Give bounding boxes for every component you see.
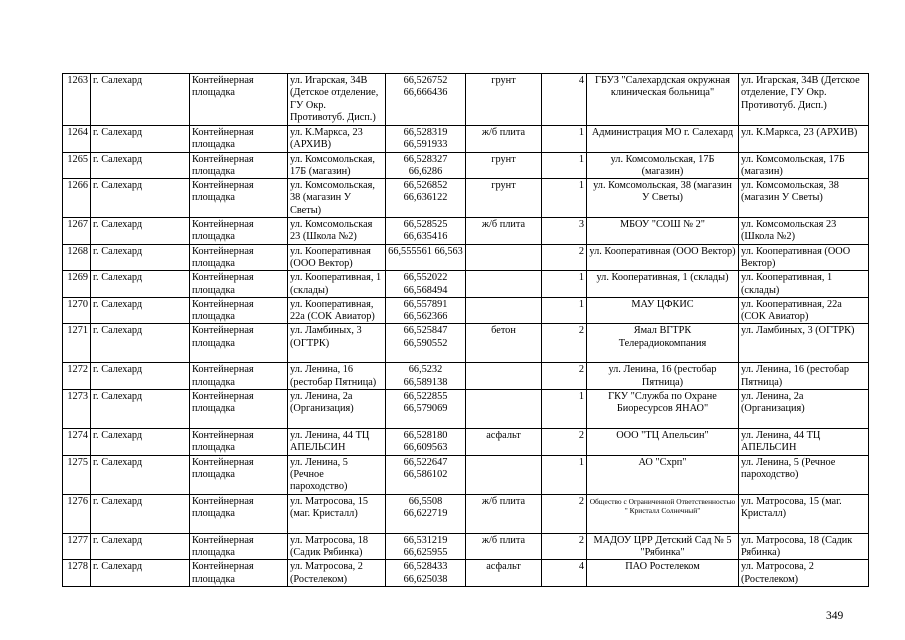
surface-cell: грунт	[466, 74, 542, 126]
city-cell: г. Салехард	[91, 533, 190, 560]
city-cell: г. Салехард	[91, 74, 190, 126]
longitude: 66,636122	[403, 192, 448, 204]
row-number-cell: 1268	[63, 244, 91, 271]
latitude: 66,528433	[403, 561, 448, 573]
owner-cell: ул. Комсомольская, 17Б (магазин)	[587, 152, 739, 179]
surface-cell	[466, 390, 542, 429]
owner-cell: ГКУ "Служба по Охране Биоресурсов ЯНАО"	[587, 390, 739, 429]
latitude: 66,5232	[408, 364, 443, 376]
container-count-cell: 2	[542, 533, 587, 560]
owner-cell: ул. Кооперативная, 1 (склады)	[587, 271, 739, 298]
coordinates-cell	[386, 218, 466, 245]
owner-cell: Администрация МО г. Салехард	[587, 126, 739, 153]
row-number-cell: 1273	[63, 390, 91, 429]
surface-cell: грунт	[466, 152, 542, 179]
row-number-cell: 1275	[63, 455, 91, 494]
address-cell: ул. Ламбиных, 3 (ОГТРК)	[288, 324, 386, 363]
latitude: 66,555561 66,563	[388, 245, 463, 257]
waste-source-cell: ул. Кооперативная (ООО Вектор)	[739, 244, 869, 271]
site-type-cell: Контейнерная площадка	[190, 324, 288, 363]
coordinates-cell	[386, 363, 466, 390]
site-type-cell: Контейнерная площадка	[190, 126, 288, 153]
address-cell: ул. Игарская, 34В (Детское отделение, ГУ Окр. Противотуб. Дисп.)	[288, 74, 386, 126]
surface-cell: грунт	[466, 179, 542, 218]
latitude: 66,531219	[403, 534, 448, 546]
row-number-cell: 1264	[63, 126, 91, 153]
table-row	[63, 218, 869, 245]
row-number-cell: 1274	[63, 429, 91, 456]
surface-cell: бетон	[466, 324, 542, 363]
container-count-cell: 1	[542, 390, 587, 429]
row-number-cell: 1272	[63, 363, 91, 390]
waste-source-cell: ул. Матросова, 18 (Садик Рябинка)	[739, 533, 869, 560]
longitude: 66,609563	[403, 442, 448, 454]
row-number-cell: 1278	[63, 560, 91, 587]
coordinates-cell	[386, 74, 466, 126]
coordinates-cell	[386, 390, 466, 429]
latitude: 66,552022	[403, 272, 448, 284]
container-count-cell: 2	[542, 324, 587, 363]
longitude: 66,590552	[403, 337, 448, 349]
table-row	[63, 179, 869, 218]
waste-source-cell: ул. Кооперативная, 22а (СОК Авиатор)	[739, 297, 869, 324]
surface-cell: ж/б плита	[466, 494, 542, 533]
site-type-cell: Контейнерная площадка	[190, 271, 288, 298]
table-row	[63, 363, 869, 390]
latitude: 66,528525	[403, 219, 448, 231]
longitude: 66,579069	[403, 403, 448, 415]
address-cell: ул. Матросова, 15 (маг. Кристалл)	[288, 494, 386, 533]
longitude: 66,622719	[403, 507, 448, 519]
site-type-cell: Контейнерная площадка	[190, 455, 288, 494]
container-count-cell: 1	[542, 271, 587, 298]
surface-cell	[466, 455, 542, 494]
table-row	[63, 390, 869, 429]
site-type-cell: Контейнерная площадка	[190, 74, 288, 126]
latitude: 66,5508	[408, 495, 443, 507]
surface-cell	[466, 363, 542, 390]
surface-cell: асфальт	[466, 560, 542, 587]
site-type-cell: Контейнерная площадка	[190, 429, 288, 456]
address-cell: ул. Ленина, 5 (Речное пароходство)	[288, 455, 386, 494]
row-number-cell: 1263	[63, 74, 91, 126]
coordinates-cell	[386, 297, 466, 324]
container-count-cell: 4	[542, 560, 587, 587]
latitude: 66,526752	[403, 75, 448, 86]
site-type-cell: Контейнерная площадка	[190, 218, 288, 245]
table-row	[63, 244, 869, 271]
latitude: 66,525847	[403, 325, 448, 337]
longitude: 66,666436	[403, 87, 448, 99]
city-cell: г. Салехард	[91, 271, 190, 298]
city-cell: г. Салехард	[91, 126, 190, 153]
page-number: 349	[826, 610, 844, 622]
city-cell: г. Салехард	[91, 297, 190, 324]
table-row	[63, 429, 869, 456]
container-count-cell: 1	[542, 455, 587, 494]
owner-cell: ГБУЗ "Салехардская окружная клиническая больница"	[587, 74, 739, 126]
address-cell: ул. Кооперативная (ООО Вектор)	[288, 244, 386, 271]
container-count-cell: 1	[542, 297, 587, 324]
waste-source-cell: ул. К.Маркса, 23 (АРХИВ)	[739, 126, 869, 153]
longitude: 66,586102	[403, 468, 448, 480]
owner-cell: АО "Сxрп"	[587, 455, 739, 494]
table-row	[63, 324, 869, 363]
address-cell: ул. Кооперативная, 1 (склады)	[288, 271, 386, 298]
waste-source-cell: ул. Ленина, 2а (Организация)	[739, 390, 869, 429]
surface-cell	[466, 271, 542, 298]
address-cell: ул. Ленина, 44 ТЦ АПЕЛЬСИН	[288, 429, 386, 456]
coordinates-cell	[386, 560, 466, 587]
surface-cell: ж/б плита	[466, 126, 542, 153]
waste-source-cell: ул. Ленина, 5 (Речное пароходство)	[739, 455, 869, 494]
row-number-cell: 1266	[63, 179, 91, 218]
container-count-cell: 3	[542, 218, 587, 245]
address-cell: ул. Комсомольская, 38 (магазин У Светы)	[288, 179, 386, 218]
city-cell: г. Салехард	[91, 455, 190, 494]
coordinates-cell	[386, 429, 466, 456]
row-number-cell: 1270	[63, 297, 91, 324]
owner-cell: ул. Кооперативная (ООО Вектор)	[587, 244, 739, 271]
latitude: 66,528180	[403, 430, 448, 442]
owner-cell: ПАО Ростелеком	[587, 560, 739, 587]
container-count-cell: 1	[542, 179, 587, 218]
longitude: 66,562366	[403, 311, 448, 323]
surface-cell	[466, 297, 542, 324]
longitude: 66,625955	[403, 546, 448, 558]
latitude: 66,557891	[403, 298, 448, 310]
site-type-cell: Контейнерная площадка	[190, 363, 288, 390]
address-cell: ул. Комсомольская 23 (Школа №2)	[288, 218, 386, 245]
owner-cell: МАДОУ ЦРР Детский Сад № 5 "Рябинка"	[587, 533, 739, 560]
surface-cell: ж/б плита	[466, 218, 542, 245]
waste-source-cell: ул. Матросова, 15 (маг. Кристалл)	[739, 494, 869, 533]
table-row	[63, 297, 869, 324]
coordinates-cell	[386, 244, 466, 271]
longitude: 66,6286	[408, 165, 443, 177]
row-number-cell: 1277	[63, 533, 91, 560]
coordinates-cell	[386, 152, 466, 179]
waste-source-cell: ул. Комсомольская 23 (Школа №2)	[739, 218, 869, 245]
row-number-cell: 1269	[63, 271, 91, 298]
latitude: 66,526852	[403, 180, 448, 192]
waste-source-cell: ул. Игарская, 34В (Детское отделение, ГУ Окр. Противотуб. Дисп.)	[739, 74, 869, 126]
container-count-cell: 2	[542, 429, 587, 456]
city-cell: г. Салехард	[91, 494, 190, 533]
coordinates-cell	[386, 324, 466, 363]
coordinates-cell	[386, 494, 466, 533]
owner-cell: МАУ ЦФКИС	[587, 297, 739, 324]
site-type-cell: Контейнерная площадка	[190, 179, 288, 218]
row-number-cell: 1267	[63, 218, 91, 245]
table-row	[63, 74, 869, 126]
address-cell: ул. Матросова, 18 (Садик Рябинка)	[288, 533, 386, 560]
city-cell: г. Салехард	[91, 179, 190, 218]
owner-cell: Общество с Ограниченной Ответственностью " Кристалл Солнечный"	[587, 494, 739, 533]
city-cell: г. Салехард	[91, 390, 190, 429]
table-row	[63, 560, 869, 587]
latitude: 66,522855	[403, 391, 448, 403]
coordinates-cell	[386, 455, 466, 494]
table-row	[63, 271, 869, 298]
container-count-cell: 1	[542, 126, 587, 153]
waste-source-cell: ул. Матросова, 2 (Ростелеком)	[739, 560, 869, 587]
latitude: 66,528327	[403, 153, 448, 165]
address-cell: ул. Комсомольская, 17Б (магазин)	[288, 152, 386, 179]
table-body	[63, 74, 869, 587]
table-row	[63, 126, 869, 153]
site-type-cell: Контейнерная площадка	[190, 244, 288, 271]
city-cell: г. Салехард	[91, 152, 190, 179]
waste-source-cell: ул. Ламбиных, 3 (ОГТРК)	[739, 324, 869, 363]
address-cell: ул. Кооперативная, 22а (СОК Авиатор)	[288, 297, 386, 324]
longitude: 66,591933	[403, 139, 448, 151]
surface-cell	[466, 244, 542, 271]
city-cell: г. Салехард	[91, 218, 190, 245]
longitude: 66,625038	[403, 573, 448, 585]
table-row	[63, 455, 869, 494]
city-cell: г. Салехард	[91, 429, 190, 456]
site-type-cell: Контейнерная площадка	[190, 533, 288, 560]
waste-source-cell: ул. Комсомольская, 17Б (магазин)	[739, 152, 869, 179]
longitude: 66,635416	[403, 231, 448, 243]
container-count-cell: 4	[542, 74, 587, 126]
site-type-cell: Контейнерная площадка	[190, 297, 288, 324]
city-cell: г. Салехард	[91, 363, 190, 390]
container-count-cell: 1	[542, 152, 587, 179]
address-cell: ул. К.Маркса, 23 (АРХИВ)	[288, 126, 386, 153]
latitude: 66,522647	[403, 456, 448, 468]
city-cell: г. Салехард	[91, 324, 190, 363]
table-row	[63, 152, 869, 179]
waste-source-cell: ул. Кооперативная, 1 (склады)	[739, 271, 869, 298]
container-count-cell: 2	[542, 244, 587, 271]
container-count-cell: 2	[542, 363, 587, 390]
container-count-cell: 2	[542, 494, 587, 533]
site-type-cell: Контейнерная площадка	[190, 494, 288, 533]
coordinates-cell	[386, 126, 466, 153]
coordinates-cell	[386, 271, 466, 298]
site-type-cell: Контейнерная площадка	[190, 560, 288, 587]
row-number-cell: 1276	[63, 494, 91, 533]
city-cell: г. Салехард	[91, 560, 190, 587]
address-cell: ул. Ленина, 2а (Организация)	[288, 390, 386, 429]
longitude: 66,568494	[403, 284, 448, 296]
owner-cell: ул. Ленина, 16 (рестобар Пятница)	[587, 363, 739, 390]
owner-cell: Ямал ВГТРК Телерадиокомпания	[587, 324, 739, 363]
longitude: 66,589138	[403, 376, 448, 388]
waste-source-cell: ул. Комсомольская, 38 (магазин У Светы)	[739, 179, 869, 218]
owner-cell: МБОУ "СОШ № 2"	[587, 218, 739, 245]
city-cell: г. Салехард	[91, 244, 190, 271]
waste-source-cell: ул. Ленина, 44 ТЦ АПЕЛЬСИН	[739, 429, 869, 456]
site-type-cell: Контейнерная площадка	[190, 152, 288, 179]
row-number-cell: 1271	[63, 324, 91, 363]
latitude: 66,528319	[403, 127, 448, 138]
registry-table	[62, 73, 869, 587]
surface-cell: ж/б плита	[466, 533, 542, 560]
owner-cell: ООО "ТЦ Апельсин"	[587, 429, 739, 456]
address-cell: ул. Ленина, 16 (рестобар Пятница)	[288, 363, 386, 390]
site-type-cell: Контейнерная площадка	[190, 390, 288, 429]
coordinates-cell	[386, 533, 466, 560]
row-number-cell: 1265	[63, 152, 91, 179]
owner-cell: ул. Комсомольская, 38 (магазин У Светы)	[587, 179, 739, 218]
coordinates-cell	[386, 179, 466, 218]
waste-source-cell: ул. Ленина, 16 (рестобар Пятница)	[739, 363, 869, 390]
address-cell: ул. Матросова, 2 (Ростелеком)	[288, 560, 386, 587]
table-row	[63, 494, 869, 533]
surface-cell: асфальт	[466, 429, 542, 456]
table-row	[63, 533, 869, 560]
